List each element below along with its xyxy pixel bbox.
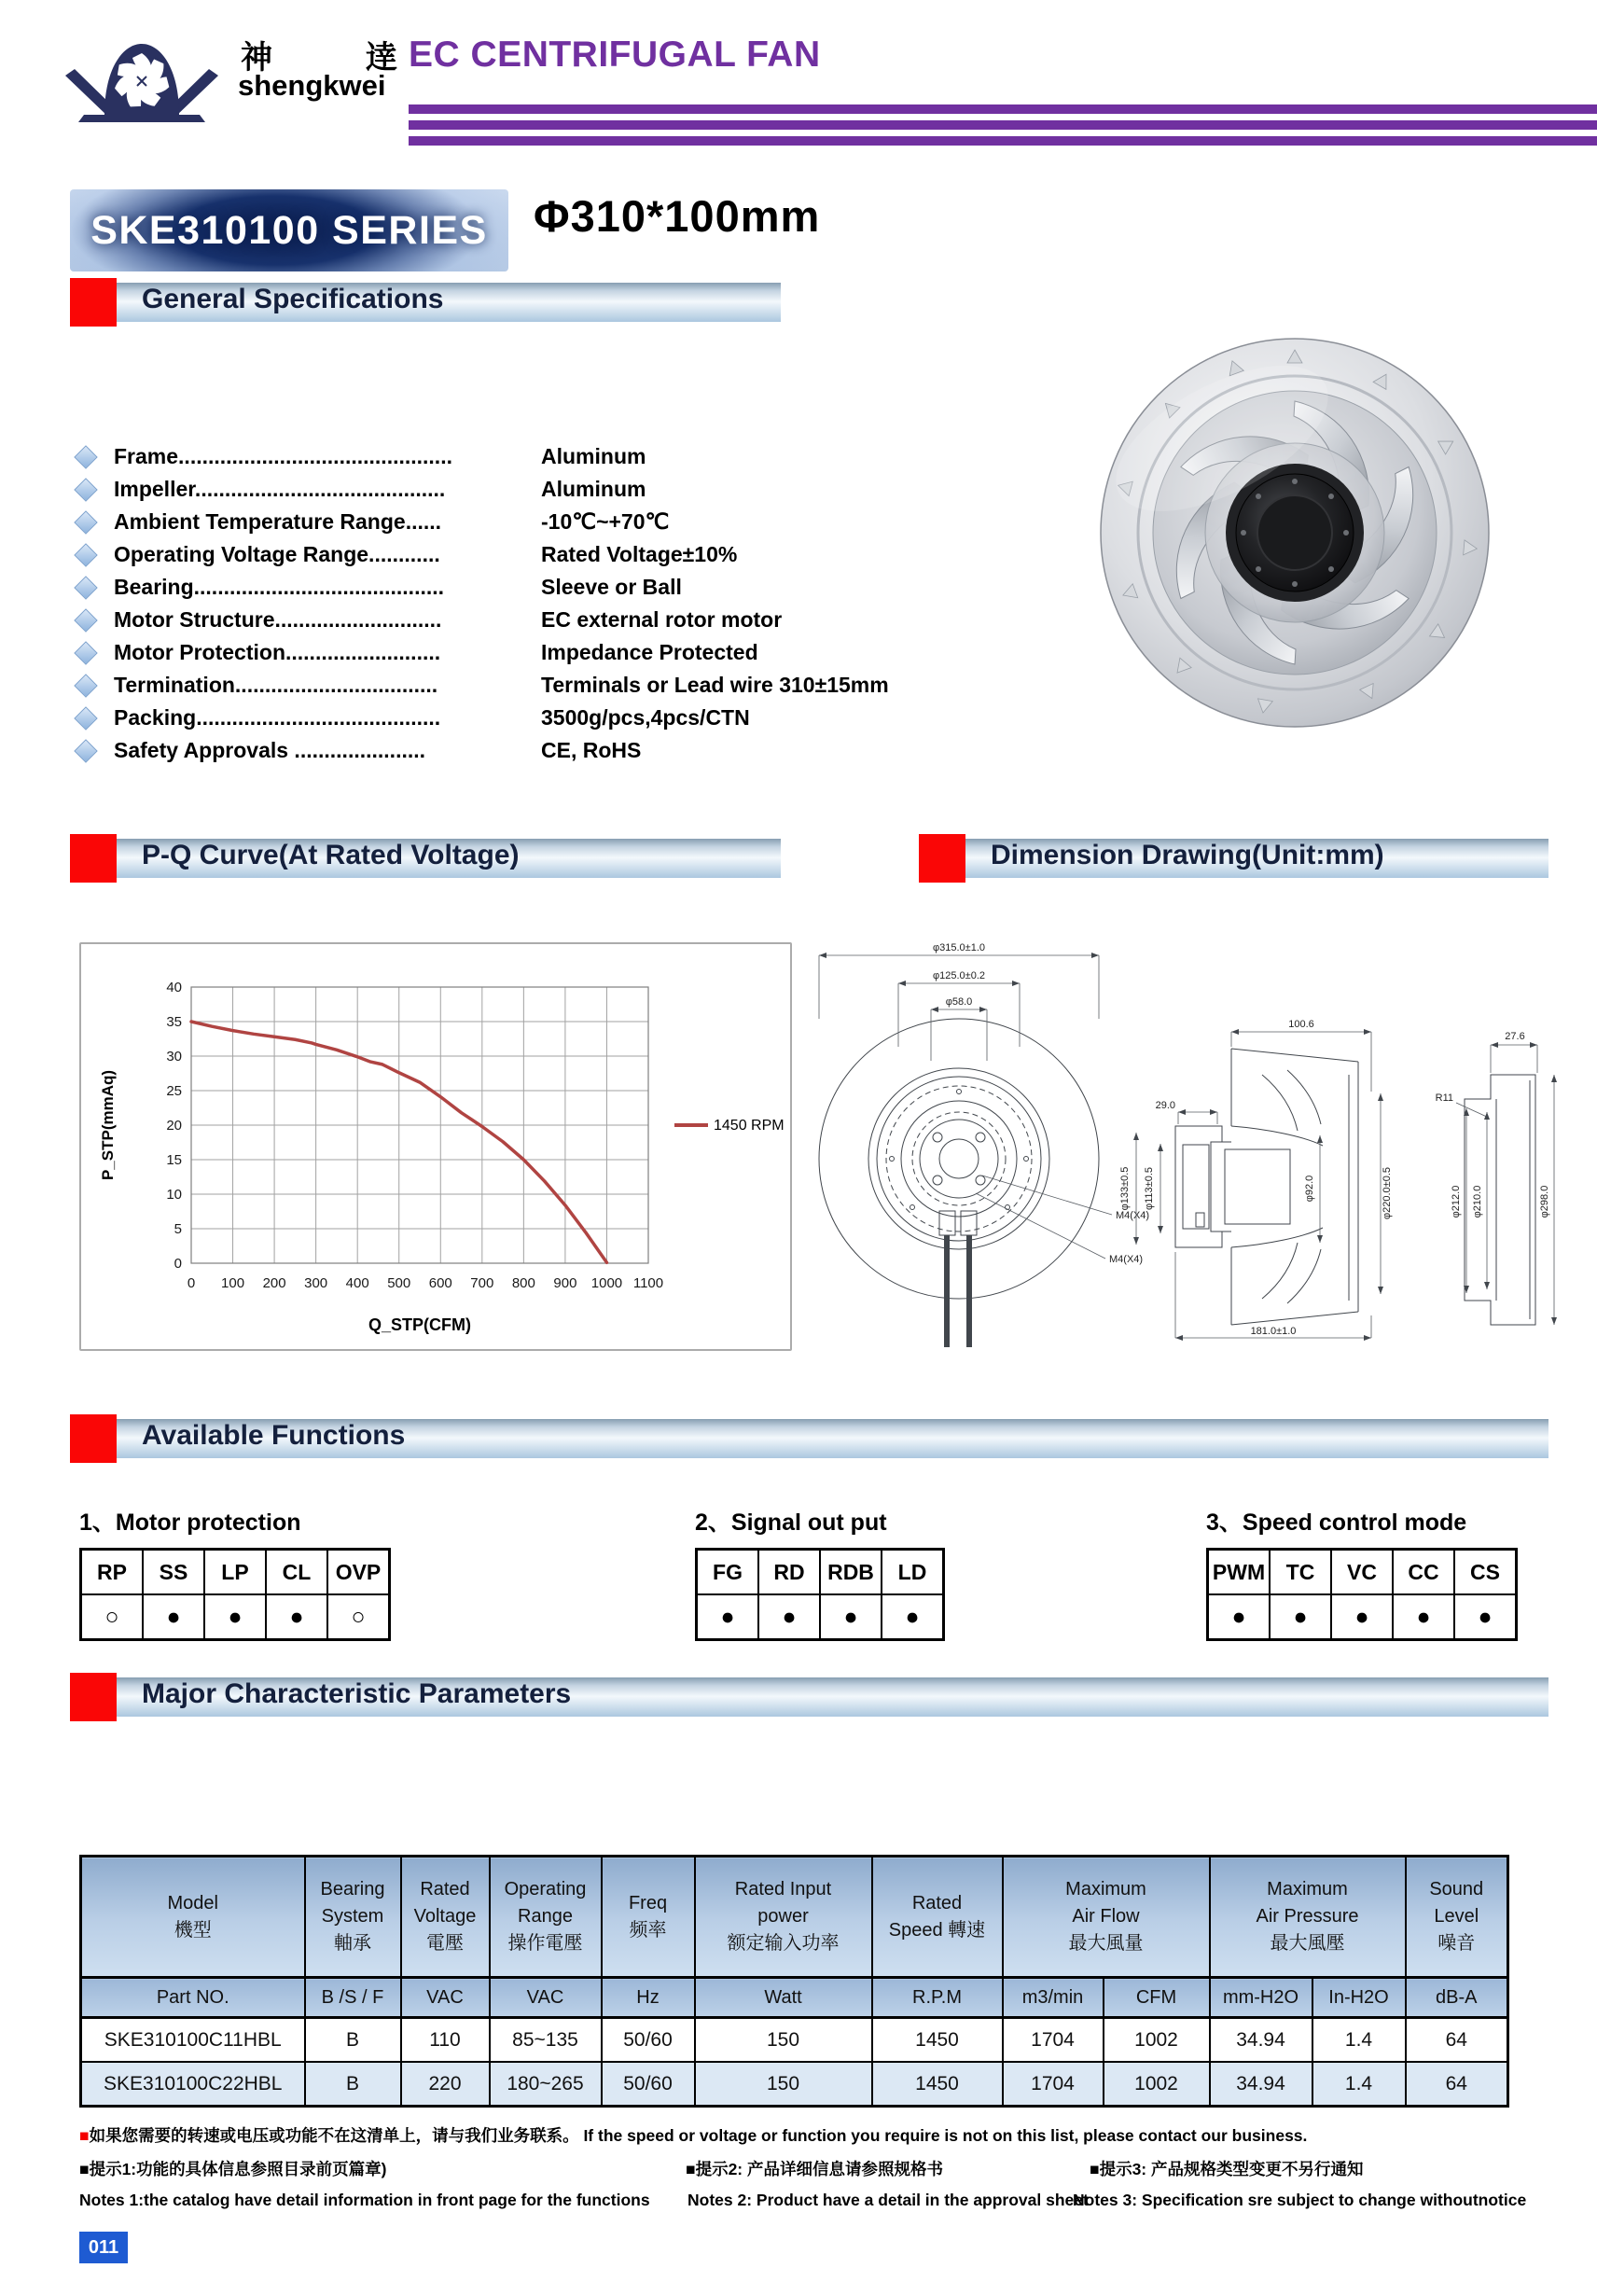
spec-row [75,538,889,571]
red-square-icon [70,278,117,327]
section-major-parameters [70,1673,1548,1721]
function-value-filled: ● [882,1594,944,1640]
diamond-bullet-icon [74,739,97,762]
red-square-icon [70,834,117,883]
section-title: General Specifications [142,284,444,314]
note-2-en: Notes 2: Product have a detail in the approval sheet [687,2191,1089,2209]
spec-row [75,636,889,669]
red-square-icon [70,1414,117,1463]
function-table-signal-output [695,1504,945,1641]
header-line: 軸承 [334,1933,371,1954]
function-column-header: OVP [327,1550,390,1595]
major-parameters-table [79,1855,1509,2108]
section-title: Major Characteristic Parameters [142,1678,572,1709]
header-line: System [321,1906,384,1927]
param-value-cell: 1704 [1003,2062,1104,2107]
page-number-badge: 011 [79,2232,128,2263]
legend-label: 1450 RPM [714,1118,785,1134]
header-line: Air Pressure [1256,1906,1359,1927]
spec-row [75,734,889,767]
diamond-bullet-icon [74,608,97,632]
param-value-cell: 85~135 [490,2018,602,2063]
spec-value: Aluminum [541,444,646,468]
group-header-row [81,1857,1508,1978]
general-specs-list [75,440,889,767]
x-tick-label: 900 [553,1275,577,1291]
y-tick-label: 20 [166,1118,182,1134]
function-column-header: LD [882,1550,944,1595]
spec-value: Sleeve or Ball [541,575,682,599]
spec-value: -10℃~+70℃ [541,509,670,534]
x-tick-label: 200 [262,1275,286,1291]
y-tick-label: 0 [174,1256,182,1272]
param-unit-cell: dB-A [1406,1978,1508,2018]
param-group-header [1210,1857,1406,1978]
function-column-header: RD [758,1550,820,1595]
function-table [79,1548,391,1641]
spec-label: Operating Voltage Range............ [114,542,440,566]
header-line: Rated Input [734,1879,832,1899]
spec-value: Aluminum [541,477,646,501]
y-tick-label: 25 [166,1083,182,1099]
y-tick-label: 15 [166,1152,182,1168]
param-value-cell: SKE310100C22HBL [81,2062,305,2107]
diamond-bullet-icon [74,641,97,664]
spec-label: Motor Protection.......................... [114,640,441,664]
param-unit-cell: B /S / F [305,1978,401,2018]
x-tick-label: 1000 [590,1275,623,1291]
dim-label-front-mid: φ125.0±0.2 [933,970,985,981]
header-line: 噪音 [1437,1933,1476,1954]
header-line: Maximum [1065,1879,1146,1899]
header-row [81,1550,390,1595]
header-line: Bearing [320,1879,385,1899]
x-tick-label: 300 [304,1275,328,1291]
header-line: Air Flow [1072,1906,1140,1927]
function-group-title: 1、Motor protection [79,1510,301,1536]
spec-value: EC external rotor motor [541,607,783,632]
dim-front-view [819,942,1149,1347]
header-line: Speed 轉速 [888,1919,986,1941]
red-square-icon [70,1673,117,1721]
dim-label-m4-2: M4(X4) [1109,1254,1144,1265]
section-title: Available Functions [142,1420,406,1451]
section-title: P-Q Curve(At Rated Voltage) [142,840,520,870]
param-value-cell: B [305,2018,401,2063]
function-table-speed-control [1206,1504,1518,1641]
param-value-cell: 1002 [1104,2062,1210,2107]
logo-english-name: shengkwei [238,69,386,102]
spec-value: 3500g/pcs,4pcs/CTN [541,705,750,730]
dim-label-100: 100.6 [1288,1019,1314,1030]
function-column-header: LP [204,1550,266,1595]
header-line: Operating [504,1879,587,1899]
diamond-bullet-icon [74,510,97,534]
dim-label-m4-1: M4(X4) [1116,1210,1150,1221]
spec-value: Terminals or Lead wire 310±15mm [541,673,889,697]
param-unit-cell: Hz [602,1978,695,2018]
stripe [409,120,1597,130]
function-column-header: PWM [1208,1550,1271,1595]
param-value-cell: 1704 [1003,2018,1104,2063]
spec-label: Impeller.......................................... [114,477,446,501]
dim-label-220: φ220.0±0.5 [1382,1167,1393,1219]
header-line: Freq [628,1892,668,1913]
param-unit-cell: CFM [1104,1978,1210,2018]
tip-1: ■提示1:功能的具体信息参照目录前页篇章) [79,2160,387,2178]
dim-profile-view [1436,1031,1554,1325]
contact-note [79,2123,1307,2147]
header-line: Level [1434,1906,1479,1927]
spec-label: Motor Structure............................ [114,607,442,632]
param-unit-cell: Watt [695,1978,872,2018]
spec-row [75,506,889,538]
x-axis-label: Q_STP(CFM) [368,1315,471,1334]
header-line: 最大風量 [1068,1933,1144,1954]
function-table [695,1548,945,1641]
function-column-header: RDB [820,1550,882,1595]
param-unit-cell: VAC [490,1978,602,2018]
x-tick-label: 400 [345,1275,369,1291]
param-unit-cell: R.P.M [872,1978,1003,2018]
param-group-header [695,1857,872,1978]
spec-row [75,604,889,636]
dim-label-92: φ92.0 [1304,1175,1315,1203]
function-column-header: CC [1393,1550,1454,1595]
param-unit-cell: In-H2O [1312,1978,1406,2018]
x-tick-label: 0 [187,1275,196,1291]
spec-label: Bearing.......................................... [114,575,445,599]
function-group-title: 2、Signal out put [695,1510,887,1536]
function-table-motor-protection [79,1504,391,1641]
section-title: Dimension Drawing(Unit:mm) [991,840,1384,870]
y-tick-label: 40 [166,980,182,995]
pq-chart-svg [81,944,786,1345]
x-tick-label: 700 [470,1275,494,1291]
function-value-filled: ● [1393,1594,1454,1640]
spec-row [75,702,889,734]
diamond-bullet-icon [74,706,97,730]
tip-2: ■提示2: 产品详细信息请参照规格书 [686,2160,943,2178]
param-value-cell: 50/60 [602,2062,695,2107]
dim-label-133: φ133±0.5 [1119,1166,1131,1211]
logo-zh-char1: 神 [241,40,272,76]
note-1-en: Notes 1:the catalog have detail information in front page for the functions [79,2191,650,2209]
param-value-cell: SKE310100C11HBL [81,2018,305,2063]
function-value-filled: ● [1454,1594,1517,1640]
spec-value: Rated Voltage±10% [541,542,738,566]
dim-label-298: φ298.0 [1539,1185,1550,1218]
function-value-filled: ● [1270,1594,1331,1640]
spec-label: Termination.................................. [114,673,438,697]
section-dimension-drawing [919,834,1548,883]
series-badge: SKE310100 SERIES [70,189,508,271]
x-tick-label: 800 [511,1275,535,1291]
param-group-header [872,1857,1003,1978]
function-group-title: 3、Speed control mode [1206,1510,1467,1536]
red-square-bullet: ■ [79,2126,90,2145]
dim-side-view [1119,1019,1393,1338]
spec-value: Impedance Protected [541,640,758,664]
spec-label: Packing......................................... [114,705,441,730]
header-line: 操作電壓 [507,1933,583,1954]
contact-note-en: If the speed or voltage or function you require is not on this list, please contact our business. [578,2126,1308,2145]
diamond-bullet-icon [74,576,97,599]
spec-row [75,571,889,604]
header-line: Range [518,1906,573,1927]
dim-label-27: 27.6 [1505,1031,1525,1042]
function-value-filled: ● [758,1594,820,1640]
value-row [697,1594,944,1640]
param-value-cell: 220 [401,2062,490,2107]
units-row [81,1978,1508,2018]
function-value-filled: ● [143,1594,204,1640]
function-column-header: CL [266,1550,327,1595]
spec-row [75,440,889,473]
param-unit-cell: VAC [401,1978,490,2018]
param-unit-cell: m3/min [1003,1978,1104,2018]
header-line: Rated [911,1892,963,1913]
spec-label: Ambient Temperature Range...... [114,509,442,534]
function-value-filled: ● [204,1594,266,1640]
param-value-cell: 34.94 [1210,2018,1312,2063]
series-size: Φ310*100mm [534,191,821,241]
spec-row [75,473,889,506]
dim-label-212: φ212.0 [1451,1185,1462,1218]
param-group-header [602,1857,695,1978]
header-line: 额定输入功率 [727,1933,840,1954]
param-group-header [305,1857,401,1978]
x-tick-label: 100 [221,1275,245,1291]
dim-label-r11: R11 [1435,1092,1453,1104]
diamond-bullet-icon [74,543,97,566]
header-line: Rated [420,1879,470,1899]
param-value-cell: 180~265 [490,2062,602,2107]
function-column-header: VC [1331,1550,1393,1595]
company-logo [49,31,235,124]
section-general-specifications [70,278,781,327]
param-value-cell: 1450 [872,2062,1003,2107]
param-group-header [490,1857,602,1978]
table-row [81,2062,1508,2107]
logo-zh-char2: 逹 [366,40,397,76]
dim-label-181: 181.0±1.0 [1250,1326,1297,1337]
y-tick-label: 35 [166,1014,182,1030]
stripe [409,104,1597,114]
header-line: 電壓 [426,1933,464,1954]
x-tick-label: 500 [387,1275,411,1291]
fan-product-photo [1049,328,1539,739]
spec-row [75,669,889,702]
table-row [81,2018,1508,2063]
dim-label-front-inner: φ58.0 [945,996,973,1008]
diamond-bullet-icon [74,478,97,501]
function-table [1206,1548,1518,1641]
function-value-open: ○ [327,1594,390,1640]
y-tick-label: 30 [166,1049,182,1065]
dimension-drawing [800,935,1567,1357]
dim-label-113: φ113±0.5 [1144,1167,1155,1210]
header-line: Voltage [413,1906,477,1927]
red-square-icon [919,834,965,883]
function-column-header: CS [1454,1550,1517,1595]
param-unit-cell: Part NO. [81,1978,305,2018]
function-value-filled: ● [820,1594,882,1640]
function-value-open: ○ [81,1594,144,1640]
param-value-cell: 1450 [872,2018,1003,2063]
x-tick-label: 600 [428,1275,452,1291]
param-value-cell: B [305,2062,401,2107]
section-available-functions [70,1414,1548,1463]
param-value-cell: 1.4 [1312,2018,1406,2063]
tip-3: ■提示3: 产品规格类型变更不另行通知 [1090,2160,1364,2178]
section-pq-curve [70,834,781,883]
header-row [1208,1550,1517,1595]
function-column-header: RP [81,1550,144,1595]
value-row [81,1594,390,1640]
page-title: EC CENTRIFUGAL FAN [409,35,821,75]
y-axis-label: P_STP(mmAq) [99,1069,117,1181]
param-value-cell: 64 [1406,2018,1508,2063]
param-group-header [401,1857,490,1978]
note-3-en: Notes 3: Specification sre subject to change withoutnotice [1073,2191,1527,2209]
pq-curve-chart [79,942,792,1351]
header-line: Sound [1429,1879,1484,1899]
diamond-bullet-icon [74,445,97,468]
param-value-cell: 110 [401,2018,490,2063]
contact-note-zh: 如果您需要的转速或电压或功能不在这清单上，请与我们业务联系。 [89,2126,579,2145]
param-value-cell: 34.94 [1210,2062,1312,2107]
param-value-cell: 1002 [1104,2018,1210,2063]
header-stripes [409,104,1597,152]
header-line: Model [167,1892,218,1913]
param-value-cell: 150 [695,2018,872,2063]
y-tick-label: 5 [174,1221,182,1237]
function-column-header: SS [143,1550,204,1595]
dim-label-210: φ210.0 [1472,1185,1483,1218]
x-tick-label: 1100 [632,1275,664,1291]
function-value-filled: ● [1331,1594,1393,1640]
function-value-filled: ● [266,1594,327,1640]
function-column-header: TC [1270,1550,1331,1595]
function-value-filled: ● [1208,1594,1271,1640]
param-value-cell: 150 [695,2062,872,2107]
param-value-cell: 1.4 [1312,2062,1406,2107]
param-value-cell: 50/60 [602,2018,695,2063]
header-line: Maximum [1267,1879,1348,1899]
dim-label-29: 29.0 [1155,1100,1175,1111]
spec-value: CE, RoHS [541,738,642,762]
stripe [409,136,1597,146]
diamond-bullet-icon [74,674,97,697]
value-row [1208,1594,1517,1640]
param-value-cell: 64 [1406,2062,1508,2107]
y-tick-label: 10 [166,1187,182,1203]
param-group-header [1406,1857,1508,1978]
param-group-header [1003,1857,1210,1978]
dim-label-front-outer: φ315.0±1.0 [933,942,985,953]
function-value-filled: ● [697,1594,759,1640]
header-row [697,1550,944,1595]
spec-label: Safety Approvals ...................... [114,738,426,762]
spec-label: Frame.............................................. [114,444,452,468]
header-line: power [757,1906,809,1927]
function-column-header: FG [697,1550,759,1595]
header-line: 频率 [629,1919,667,1941]
param-unit-cell: mm-H2O [1210,1978,1312,2018]
param-group-header [81,1857,305,1978]
header-line: 機型 [174,1919,212,1941]
header-line: 最大風壓 [1270,1933,1345,1954]
